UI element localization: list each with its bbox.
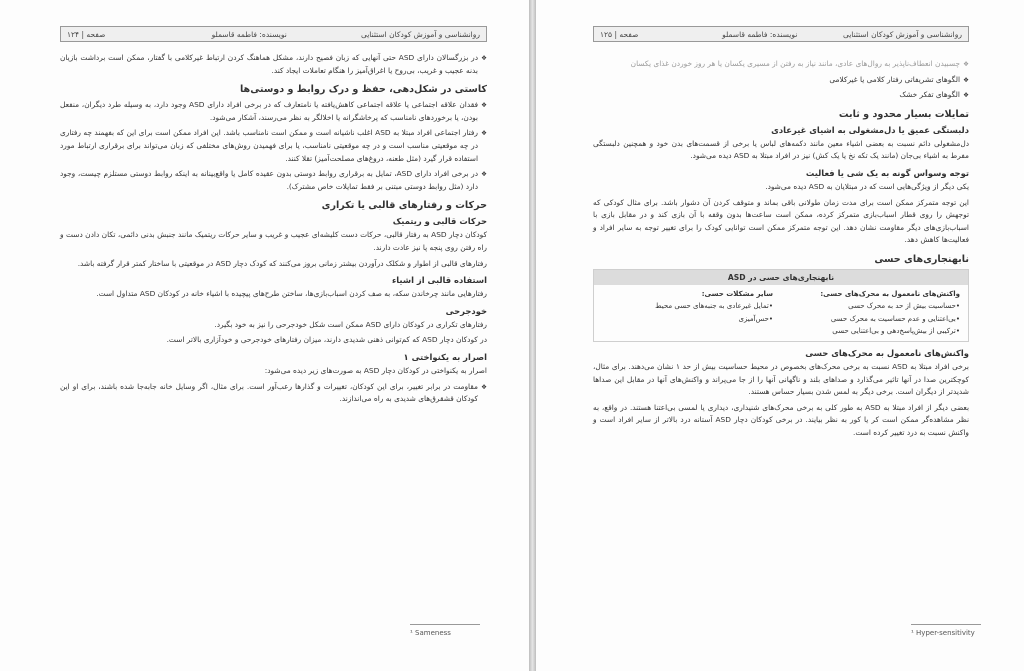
table-cell: •بی‌اعتنایی و عدم حساسیت به محرک حسی: [830, 314, 960, 323]
bullet-paragraph: ❖ در بزرگسالان دارای ASD حتی آنهایی که زبان فصیح دارند، مشکل هماهنگ کردن ارتباط غیرکلامی با گفتار، ممکن است برداشت بازیان بدنه عجیب و غریب، بی‌روح یا اغراق‌آمیز را هنگام تعاملات ایجاد کند.: [60, 52, 487, 77]
paragraph: رفتارهای تکراری در کودکان دارای ASD ممکن است شکل خودجرحی را نیز به خود بگیرد.: [214, 319, 487, 329]
footnote-divider: [911, 624, 981, 625]
subsection-heading: استفاده قالبی از اشیاء: [392, 275, 487, 286]
section-heading: کاستی در شکل‌دهی، حفظ و درک روابط و دوستی‌ها: [239, 84, 487, 96]
paragraph: دل‌مشغولی دائم نسبت به بعضی اشیاء معین مانند دکمه‌های لباس یا برخی از قسمت‌های بدن خود و همچنین دلبستگی مفرط به اشیاء بی‌جان (مانند یک تکه نخ یا یک کش) نیز در افراد مبتلا به ASD دیده می‌شود.: [593, 138, 969, 161]
table-columns: [594, 285, 968, 341]
table-column: [594, 285, 781, 341]
paragraph: رفتارهایی مانند چرخاندن سکه، به صف کردن اسباب‌بازی‌ها، ساختن طرح‌های پیچیده با اشیاء خانه در کودکان ASD متداول است.: [96, 289, 487, 299]
table-cell: •حس‌آمیزی: [738, 314, 773, 323]
bullet-paragraph: ❖ چسبیدن انعطاف‌ناپذیر به روال‌های عادی، مانند نیاز به رفتن از مسیری یکسان یا هر روز خوردن غذای یکسان: [593, 58, 969, 71]
table-cell: •ترکیبی از بیش‌پاسخ‌دهی و بی‌اعتنایی حسی: [832, 327, 960, 336]
bullet-paragraph: ❖ الگوهای تفکر خشک: [593, 89, 969, 102]
footnote-text: ¹ Sameness: [410, 629, 451, 637]
sensory-table: [593, 269, 969, 342]
table-column: [781, 285, 968, 341]
page-header: [60, 26, 487, 42]
page-number: صفحه | ۱۲۵: [600, 29, 639, 39]
author-name: نویسنده: فاطمه قاسملو: [722, 29, 798, 39]
paragraph: در کودکان دچار ASD که کم‌توانی ذهنی شدیدی دارند، میزان رفتارهای خودجرحی و خودآزاری بالاتر است.: [166, 335, 487, 345]
subsection-heading: اصرار به یکنواختی ۱: [403, 351, 487, 362]
bullet-paragraph: ❖ الگوهای تشریفاتی رفتار کلامی یا غیرکلامی: [593, 74, 969, 87]
section-heading: حرکات و رفتارهای قالبی یا تکراری: [321, 200, 487, 212]
author-name: نویسنده: فاطمه قاسملو: [211, 29, 287, 39]
table-cell: •حساسیت بیش از حد به محرک حسی: [848, 302, 960, 311]
paragraph: بعضی دیگر از افراد مبتلا به ASD به طور کلی به برخی محرک‌های شنیداری، دیداری یا لمسی بی‌اعتنا هستند. در واقع، به نظر مشاهده‌گر ممکن است کر یا کور به نظر بیایند. در برخی کودکان دچار ASD آستانه درد بالاتر از سایر افراد است و واکنش نسبت به درد تغییر کرده است.: [593, 402, 970, 437]
page-body: [593, 58, 969, 443]
subsection-heading: واکنش‌های نامعمول به محرک‌های حسی: [805, 347, 969, 358]
page-header: [593, 26, 969, 42]
paragraph: یکی دیگر از ویژگی‌هایی است که در مبتلایان به ASD دیده می‌شود.: [765, 181, 969, 191]
subsection-heading: دلبستگی عمیق یا دل‌مشغولی به اشیای غیرعادی: [771, 124, 969, 135]
book-gutter: [529, 0, 536, 671]
column-header: سایر مشکلات حسی:: [701, 289, 773, 298]
footnote: [911, 624, 981, 637]
section-heading: تمایلات بسیار محدود و ثابت: [838, 108, 969, 120]
subsection-heading: خودجرحی: [445, 305, 487, 316]
footnote: [410, 624, 480, 637]
table-cell: •تمایل غیرعادی به جنبه‌های حسی محیط: [655, 302, 773, 311]
footnote-divider: [410, 624, 480, 625]
subsection-heading: حرکات قالبی و ریتمیک: [392, 216, 487, 227]
bullet-paragraph: ❖ مقاومت در برابر تغییر، برای این کودکان، تغییرات و گذارها رعب‌آور است. برای مثال، اگر وسایل خانه جابه‌جا شده باشند، برای او این کودکان قشقرق‌های شدیدی به راه می‌اندازند.: [60, 381, 487, 406]
paragraph: این توجه متمرکز ممکن است برای مدت زمان طولانی باقی بماند و متوقف کردن آن دشوار باشد. برای مثال کودکی که توجهش را روی قطار اسباب‌بازی متمرکز کرده، ممکن است ساعت‌ها بدون وقفه با آن بازی کند و در مقابل بازی با اسباب‌بازی‌های دیگر مقاومت نشان دهد. این توجه متمرکز ممکن است توانایی کودک را برای تغییر توجه به سایر افراد و فعالیت‌ها کاهش دهد.: [593, 197, 969, 245]
section-heading: نابهنجاری‌های حسی: [874, 253, 969, 265]
paragraph: اصرار به یکنواختی در کودکان دچار ASD به صورت‌های زیر دیده می‌شود:: [264, 365, 487, 375]
paragraph: رفتارهای قالبی از اطوار و شکلک درآوردن بیشتر زمانی بروز می‌کنند که کودک دچار ASD در موقعیتی با ساختار کمتر قرار گرفته باشد.: [77, 258, 487, 268]
right-page: [536, 0, 1024, 671]
bullet-paragraph: ❖ در برخی افراد دارای ASD، تمایل به برقراری روابط دوستی بدون عقیده کامل یا واقع‌بینانه به اینکه روابط دوستی مستلزم چیست، وجود دارد (مثل روابط دوستی مبتنی بر فقط تمایلات خاص مشترک).: [60, 168, 487, 193]
book-title: روانشناسی و آموزش کودکان استثنایی: [842, 29, 962, 39]
page-number: صفحه | ۱۲۴: [67, 29, 106, 39]
column-header: واکنش‌های نامعمول به محرک‌های حسی:: [820, 289, 960, 298]
table-caption: نابهنجاری‌های حسی در ASD: [594, 270, 968, 285]
paragraph: کودکان دچار ASD به رفتار قالبی، حرکات دست کلیشه‌ای عجیب و غریب و سایر حرکات ریتمیک مانند جنبش بدنی دائمی، تکان دادن دست و راه رفتن روی پنجه پا نیز عادت دارند.: [60, 230, 487, 252]
bullet-paragraph: ❖ فقدان علاقه اجتماعی یا علاقه اجتماعی کاهش‌یافته یا نامتعارف که در برخی افراد دارای ASD وجود دارد، به وسیله طرد دیگران، منفعل بودن، یا برخوردهای نامناسب که پرخاشگرانه یا اخلالگر به نظر می‌رسند، آشکار می‌شود.: [60, 99, 487, 124]
page-body: [60, 52, 487, 409]
book-title: روانشناسی و آموزش کودکان استثنایی: [360, 29, 480, 39]
paragraph: برخی افراد مبتلا به ASD نسبت به برخی محرک‌های بخصوص در محیط حساسیت بیش از حد ۱ نشان می‌دهند. برای مثال، کوچکترین صدا در آنها تاثیر می‌گذارد و صداهای بلند و ناگهانی آنها را از جا می‌پراند و واکنش‌های آنها در مقابل این صداها شدیدتر از دیگران است. برخی دیگر به لمس شدن بسیار حساس هستند.: [593, 361, 969, 397]
bullet-paragraph: ❖ رفتار اجتماعی افراد مبتلا به ASD اغلب ناشیانه است و ممکن است نامناسب باشد. این افراد ممکن است برای این که بفهمند چه رفتاری در چه موقعیتی مناسب است و در چه موقعیتی نامناسب، یا برای فهمیدن روش‌های مختلفی که زبان می‌تواند برای برقراری ارتباط مورد استفاده قرار گیرد (مثل طعنه، دروغ‌های مصلحت‌آمیز) تقلا کنند.: [60, 127, 487, 165]
footnote-text: ¹ Hyper-sensitivity: [911, 629, 975, 637]
subsection-heading: توجه وسواس گونه به یک شی یا فعالیت: [805, 167, 969, 178]
